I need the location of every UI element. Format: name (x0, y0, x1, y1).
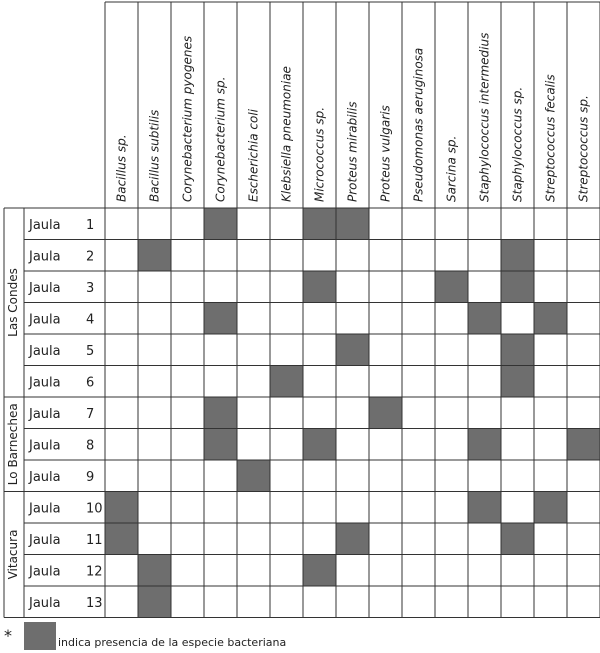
presence-cell (303, 208, 336, 240)
row-label: Jaula (29, 280, 61, 296)
species-header: Corynebacterium pyogenes (180, 35, 195, 202)
row-label: Jaula (29, 438, 61, 454)
row-label: Jaula (29, 406, 61, 422)
presence-cell (105, 492, 138, 524)
presence-cell (204, 303, 237, 335)
presence-cell (468, 429, 501, 461)
presence-cell (237, 460, 270, 492)
presence-cell (534, 492, 567, 524)
presence-cell (303, 429, 336, 461)
presence-cell (303, 555, 336, 587)
species-header: Staphylococcus intermedius (477, 32, 492, 202)
presence-cell (270, 366, 303, 398)
presence-cell (501, 366, 534, 398)
row-number: 7 (86, 406, 95, 422)
presence-cell (468, 492, 501, 524)
row-number: 9 (86, 469, 95, 485)
legend-swatch (24, 622, 56, 650)
row-label: Jaula (29, 501, 61, 517)
row-number: 10 (86, 501, 103, 517)
species-header: Klebsiella pneumoniae (279, 66, 294, 202)
legend-asterisk: * (4, 626, 12, 645)
species-header: Escherichia coli (246, 109, 261, 202)
legend-text: indica presencia de la especie bacteriana (58, 636, 287, 649)
presence-cell (138, 555, 171, 587)
species-header: Streptococcus sp. (576, 95, 591, 202)
presence-cell (336, 208, 369, 240)
species-header: Micrococcus sp. (312, 106, 327, 202)
row-number: 12 (86, 564, 103, 580)
presence-cell (336, 523, 369, 555)
species-header: Pseudomonas aeruginosa (411, 47, 426, 202)
row-label: Jaula (29, 375, 61, 391)
row-number: 4 (86, 312, 95, 328)
presence-cell (369, 397, 402, 429)
presence-cell (501, 240, 534, 272)
row-label: Jaula (29, 343, 61, 359)
presence-cell (567, 429, 600, 461)
species-header: Sarcina sp. (444, 135, 459, 202)
presence-cell (534, 303, 567, 335)
presence-cell (303, 271, 336, 303)
presence-cell (435, 271, 468, 303)
species-header: Bacillus sp. (114, 134, 129, 202)
species-header: Staphylococcus sp. (510, 86, 525, 202)
row-number: 1 (86, 217, 95, 233)
row-label: Jaula (29, 249, 61, 265)
row-number: 11 (86, 532, 103, 548)
group-label: Lo Barnechea (6, 403, 20, 486)
row-label: Jaula (29, 532, 61, 548)
row-number: 5 (86, 343, 95, 359)
row-number: 6 (86, 375, 95, 391)
species-header: Corynebacterium sp. (213, 76, 228, 202)
species-header: Streptococcus fecalis (543, 74, 558, 202)
row-label: Jaula (29, 217, 61, 233)
presence-cell (138, 586, 171, 618)
presence-cell (105, 523, 138, 555)
presence-cell (204, 429, 237, 461)
species-header: Proteus vulgaris (378, 105, 393, 202)
presence-cell (204, 208, 237, 240)
row-label: Jaula (29, 469, 61, 485)
legend (4, 622, 594, 652)
species-header: Bacillus subtilis (147, 109, 162, 202)
row-label: Jaula (29, 595, 61, 611)
presence-cell (138, 240, 171, 272)
presence-cell (468, 303, 501, 335)
group-label: Vitacura (6, 529, 20, 580)
presence-cell (501, 523, 534, 555)
group-label: Las Condes (6, 268, 20, 337)
presence-cell (501, 271, 534, 303)
row-number: 3 (86, 280, 95, 296)
row-label: Jaula (29, 564, 61, 580)
row-number: 8 (86, 438, 95, 454)
row-number: 2 (86, 249, 95, 265)
presence-cell (204, 397, 237, 429)
species-header: Proteus mirabilis (345, 101, 360, 202)
presence-cell (336, 334, 369, 366)
row-number: 13 (86, 595, 103, 611)
row-label: Jaula (29, 312, 61, 328)
presence-cell (501, 334, 534, 366)
